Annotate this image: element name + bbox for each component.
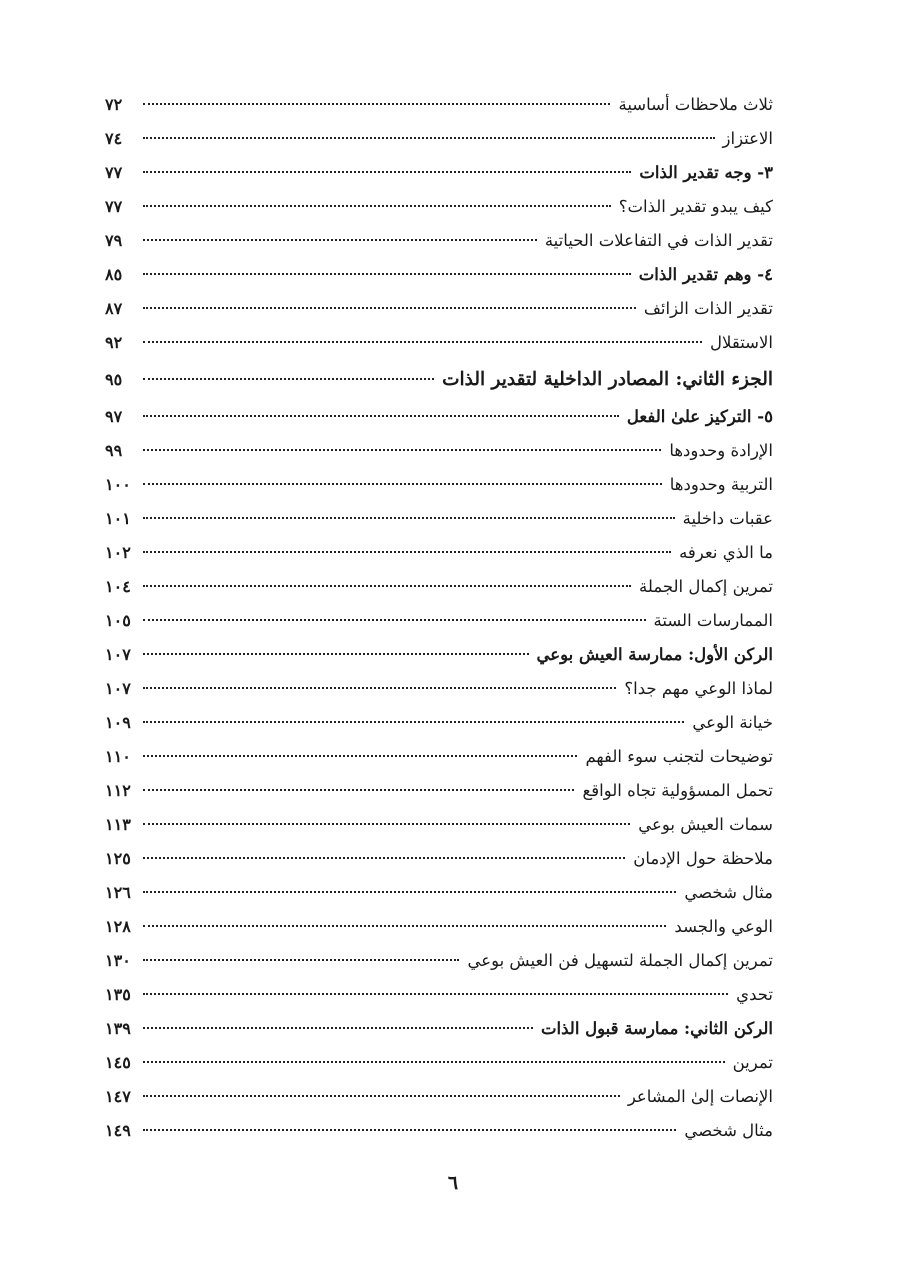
toc-entry: [105, 774, 773, 808]
dot-leader: [143, 789, 574, 791]
toc-entry: [105, 740, 773, 774]
toc-entry-title: الاستقلال: [710, 333, 773, 352]
dot-leader: [143, 378, 434, 380]
toc-entry: [105, 1046, 773, 1080]
toc-entry-page: ١٠٧: [105, 679, 131, 698]
dot-leader: [143, 517, 675, 519]
dot-leader: [143, 925, 666, 927]
dot-leader: [143, 891, 676, 893]
dot-leader: [143, 1061, 725, 1063]
toc-entry-page: ١٤٧: [105, 1087, 131, 1106]
toc-entry: [105, 842, 773, 876]
toc-entry-page: ٩٥: [105, 370, 123, 389]
toc-entry-title: سمات العيش بوعي: [638, 815, 773, 834]
dot-leader: [143, 551, 671, 553]
toc-entry-title: مثال شخصي: [684, 1121, 773, 1140]
toc-entry-title: خيانة الوعي: [692, 713, 773, 732]
toc-entry-page: ٨٧: [105, 299, 123, 318]
toc-entry-title: عقبات داخلية: [682, 509, 773, 528]
toc-entry-page: ٧٧: [105, 197, 123, 216]
dot-leader: [143, 857, 625, 859]
toc-entry-title: تحمل المسؤولية تجاه الواقع: [582, 781, 773, 800]
dot-leader: [143, 205, 611, 207]
toc-entry-title: الوعي والجسد: [674, 917, 773, 936]
toc-chapter-heading: [105, 258, 773, 292]
toc-entry-title: تقدير الذات في التفاعلات الحياتية: [544, 231, 773, 250]
dot-leader: [143, 483, 662, 485]
toc-entry-title: ٤- وهم تقدير الذات: [638, 265, 773, 284]
toc-entry-page: ١٤٥: [105, 1053, 131, 1072]
toc-chapter-heading: [105, 400, 773, 434]
toc-entry-page: ١٠٥: [105, 611, 131, 630]
toc-entry: [105, 944, 773, 978]
toc-entry-title: الركن الثاني: ممارسة قبول الذات: [541, 1019, 773, 1038]
dot-leader: [143, 137, 715, 139]
toc-entry-title: لماذا الوعي مهم جدا؟: [624, 679, 773, 698]
toc-entry-title: الممارسات الستة: [653, 611, 773, 630]
toc-entry-title: تحدي: [736, 985, 773, 1004]
toc-entry: [105, 536, 773, 570]
toc-chapter-heading: [105, 1012, 773, 1046]
table-of-contents: [105, 88, 773, 1148]
toc-entry-page: ٧٢: [105, 95, 123, 114]
toc-entry-page: ١١٣: [105, 815, 131, 834]
toc-entry-title: تمرين إكمال الجملة لتسهيل فن العيش بوعي: [467, 951, 773, 970]
toc-entry-page: ١٠٩: [105, 713, 131, 732]
toc-entry-page: ٧٤: [105, 129, 123, 148]
toc-entry-page: ١٢٨: [105, 917, 131, 936]
toc-entry-title: توضيحات لتجنب سوء الفهم: [585, 747, 773, 766]
toc-entry-title: الاعتزاز: [722, 129, 773, 148]
toc-entry: [105, 326, 773, 360]
dot-leader: [143, 171, 631, 173]
dot-leader: [143, 307, 636, 309]
toc-entry: [105, 88, 773, 122]
dot-leader: [143, 619, 646, 621]
toc-entry-page: ١٢٥: [105, 849, 131, 868]
toc-entry: [105, 502, 773, 536]
toc-entry: [105, 1114, 773, 1148]
toc-entry-title: الإنصات إلىٰ المشاعر: [627, 1087, 773, 1106]
toc-entry: [105, 706, 773, 740]
toc-entry: [105, 604, 773, 638]
toc-entry-title: الجزء الثاني: المصادر الداخلية لتقدير الذات: [442, 369, 773, 390]
toc-entry-title: كيف يبدو تقدير الذات؟: [618, 197, 773, 216]
toc-entry-page: ١٠٢: [105, 543, 131, 562]
toc-entry-title: ٣- وجه تقدير الذات: [639, 163, 773, 182]
dot-leader: [143, 959, 459, 961]
toc-entry-page: ٩٢: [105, 333, 123, 352]
toc-entry: [105, 190, 773, 224]
toc-entry-title: تمرين: [732, 1053, 773, 1072]
dot-leader: [143, 653, 529, 655]
dot-leader: [143, 1027, 533, 1029]
dot-leader: [143, 687, 616, 689]
toc-entry: [105, 672, 773, 706]
toc-entry: [105, 434, 773, 468]
dot-leader: [143, 1129, 676, 1131]
dot-leader: [143, 415, 619, 417]
toc-entry: [105, 292, 773, 326]
page-number: ٦: [447, 1172, 459, 1194]
dot-leader: [143, 993, 728, 995]
toc-entry: [105, 876, 773, 910]
toc-entry-page: ١٠١: [105, 509, 131, 528]
toc-entry-title: تمرين إكمال الجملة: [639, 577, 773, 596]
toc-entry-page: ١٠٧: [105, 645, 131, 664]
toc-entry: [105, 122, 773, 156]
dot-leader: [143, 449, 661, 451]
toc-entry-title: مثال شخصي: [684, 883, 773, 902]
toc-chapter-heading: [105, 638, 773, 672]
toc-entry-title: الركن الأول: ممارسة العيش بوعي: [536, 645, 773, 664]
toc-entry: [105, 978, 773, 1012]
toc-entry: [105, 224, 773, 258]
toc-entry-title: ثلاث ملاحظات أساسية: [618, 95, 773, 114]
toc-entry-page: ١٤٩: [105, 1121, 131, 1140]
dot-leader: [143, 823, 630, 825]
dot-leader: [143, 721, 684, 723]
toc-entry-page: ١١٢: [105, 781, 131, 800]
toc-part-heading: [105, 360, 773, 400]
toc-entry: [105, 808, 773, 842]
toc-entry-title: ما الذي نعرفه: [679, 543, 773, 562]
toc-entry-page: ٩٩: [105, 441, 123, 460]
toc-entry-page: ٧٧: [105, 163, 123, 182]
toc-entry-page: ١١٠: [105, 747, 131, 766]
dot-leader: [143, 585, 631, 587]
toc-entry-page: ١٣٩: [105, 1019, 131, 1038]
toc-entry-page: ٩٧: [105, 407, 123, 426]
toc-entry-title: التربية وحدودها: [669, 475, 773, 494]
toc-entry-title: ملاحظة حول الإدمان: [633, 849, 773, 868]
toc-entry: [105, 570, 773, 604]
dot-leader: [143, 273, 631, 275]
toc-entry-page: ١٣٠: [105, 951, 131, 970]
dot-leader: [143, 755, 577, 757]
toc-entry-page: ١٣٥: [105, 985, 131, 1004]
toc-entry-page: ١٠٠: [105, 475, 131, 494]
toc-entry-title: الإرادة وحدودها: [669, 441, 773, 460]
toc-chapter-heading: [105, 156, 773, 190]
toc-entry-page: ١٢٦: [105, 883, 131, 902]
toc-entry-page: ٧٩: [105, 231, 123, 250]
dot-leader: [143, 103, 610, 105]
toc-entry: [105, 910, 773, 944]
toc-entry-page: ٨٥: [105, 265, 123, 284]
toc-entry-title: ٥- التركيز علىٰ الفعل: [626, 407, 773, 426]
toc-entry-page: ١٠٤: [105, 577, 131, 596]
toc-entry: [105, 1080, 773, 1114]
dot-leader: [143, 1095, 620, 1097]
dot-leader: [143, 341, 702, 343]
dot-leader: [143, 239, 537, 241]
toc-entry-title: تقدير الذات الزائف: [643, 299, 773, 318]
toc-entry: [105, 468, 773, 502]
